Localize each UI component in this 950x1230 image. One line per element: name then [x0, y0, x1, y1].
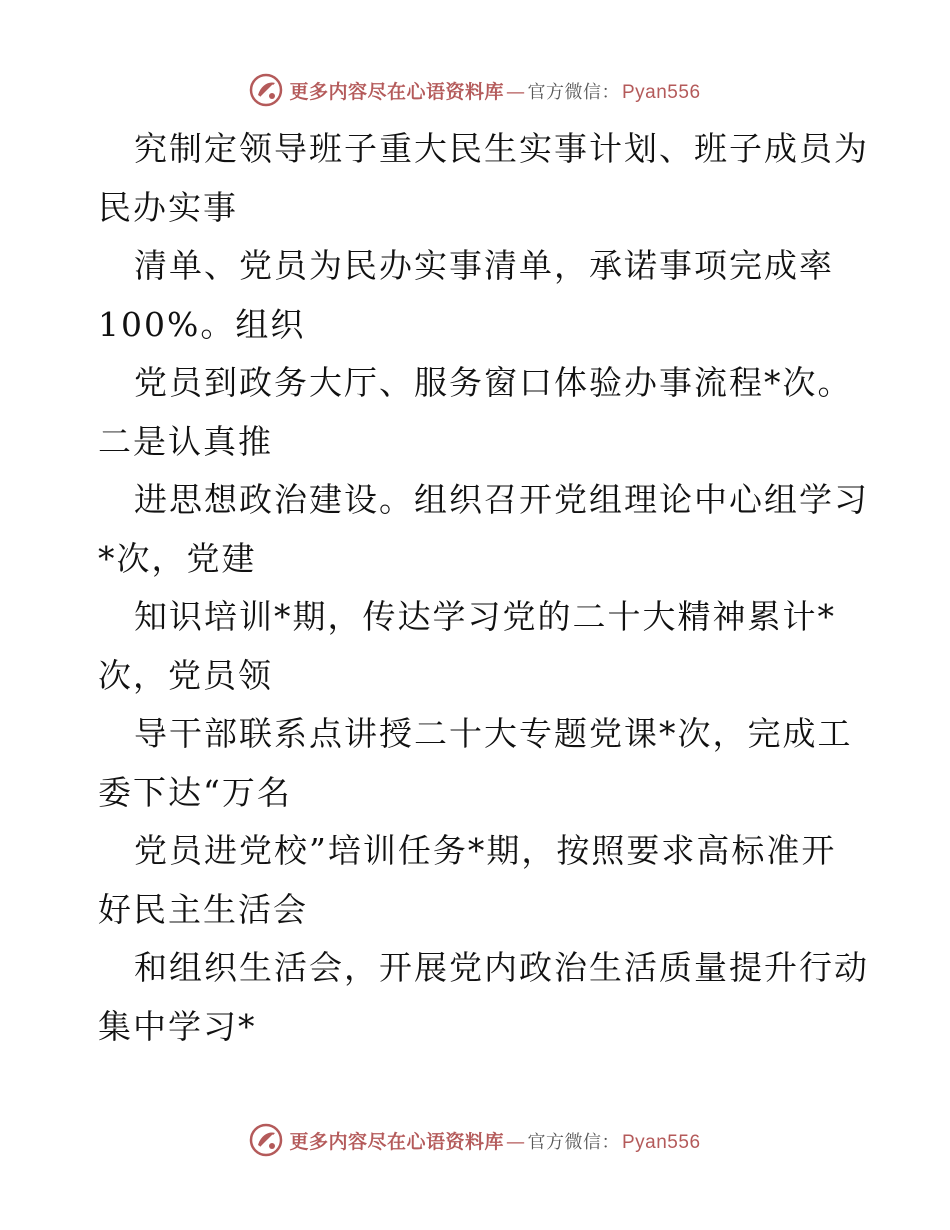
banner-dash: — [506, 1130, 526, 1153]
text-line: *次，党建 [98, 538, 257, 578]
header-watermark-banner [0, 70, 950, 110]
text-line: 导干部联系点讲授二十大专题党课*次，完成工 [134, 714, 853, 753]
lotus-logo-icon [249, 73, 283, 107]
text-line: 知识培训*期，传达学习党的二十大精神累计* [134, 597, 836, 636]
document-body [98, 120, 869, 1056]
banner-main-text: 更多内容尽在心语资料库 [289, 1130, 504, 1153]
banner-dash: — [506, 80, 526, 103]
banner-main-text: 更多内容尽在心语资料库 [289, 80, 504, 103]
text-line: 集中学习* [98, 1006, 257, 1046]
text-line: 清单、党员为民办实事清单，承诺事项完成率 [134, 246, 834, 285]
banner-wechat-id: Pyan556 [622, 81, 701, 103]
text-line: 进思想政治建设。组织召开党组理论中心组学习 [134, 480, 869, 519]
text-line: 民办实事 [98, 187, 238, 227]
text-line: 究制定领导班子重大民生实事计划、班子成员为 [134, 129, 869, 168]
text-line: 好民主生活会 [98, 889, 308, 929]
text-line: 党员进党校”培训任务*期，按照要求高标准开 [134, 831, 837, 870]
text-line: 100%。组织 [98, 304, 306, 344]
text-line: 委下达“万名 [98, 772, 292, 812]
text-line: 和组织生活会，开展党内政治生活质量提升行动 [134, 948, 869, 987]
banner-label: 官方微信： [527, 81, 620, 103]
banner-label: 官方微信： [527, 1131, 620, 1153]
text-line: 二是认真推 [98, 421, 273, 461]
footer-watermark-banner [0, 1120, 950, 1160]
text-line: 次，党员领 [98, 655, 273, 695]
lotus-logo-icon [249, 1123, 283, 1157]
text-line: 党员到政务大厅、服务窗口体验办事流程*次。 [134, 363, 853, 402]
banner-wechat-id: Pyan556 [622, 1131, 701, 1153]
